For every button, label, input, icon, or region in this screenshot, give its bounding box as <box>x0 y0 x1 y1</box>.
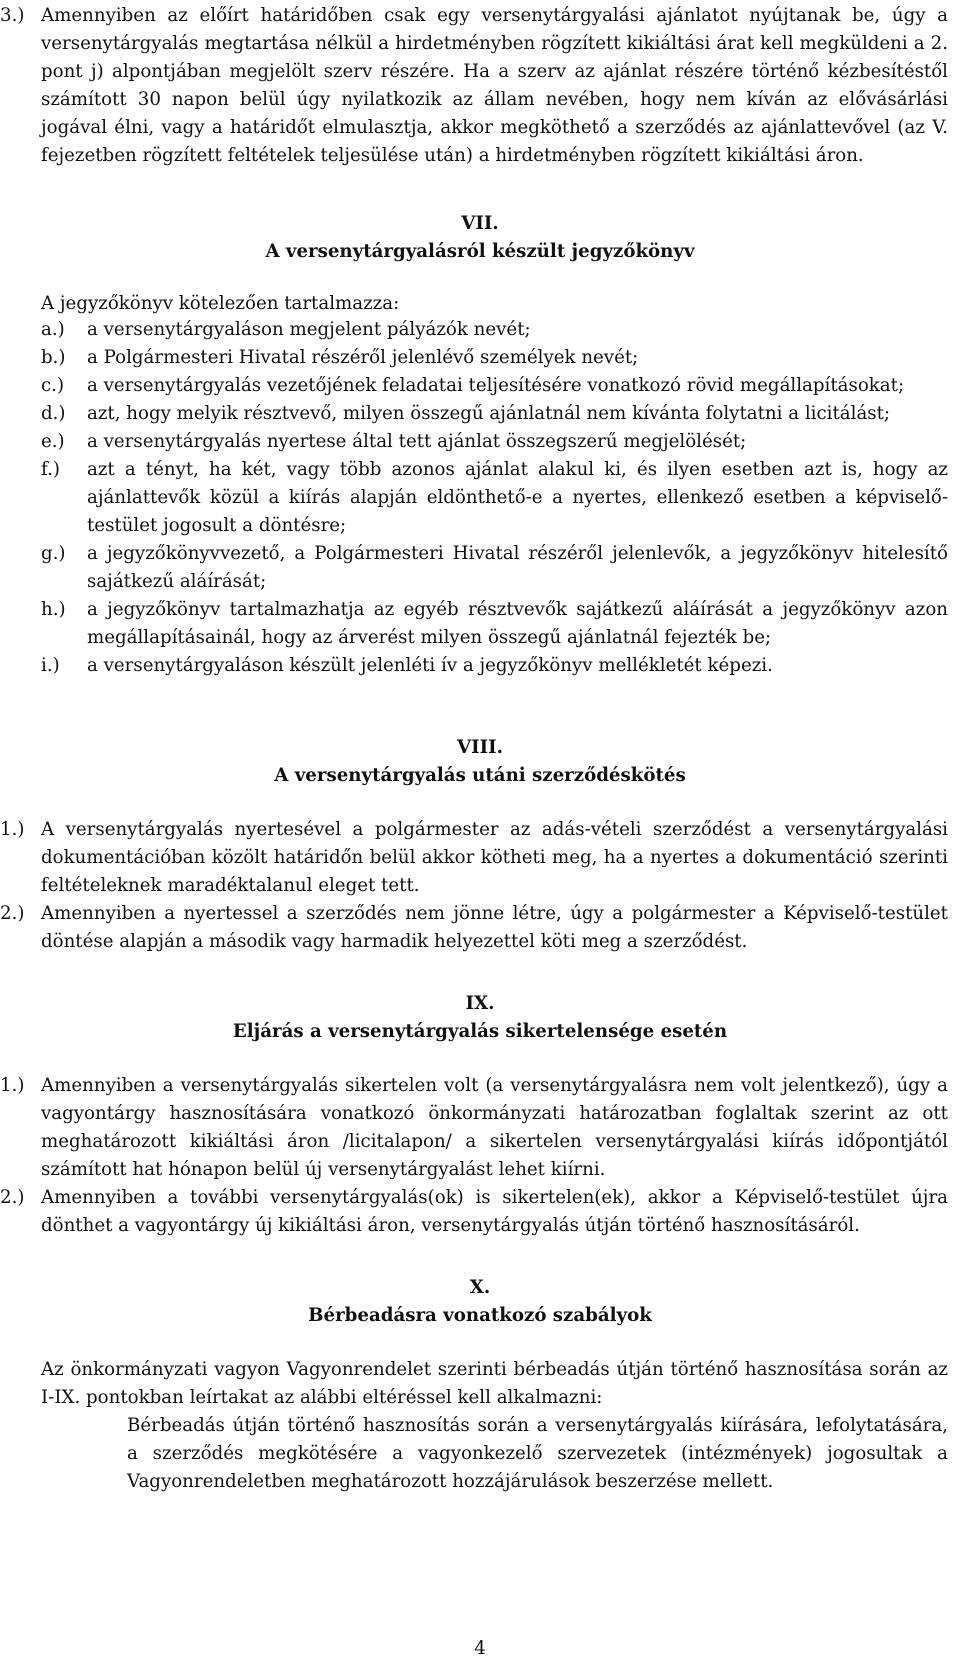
list-item <box>41 316 948 344</box>
list-item-label: i.) <box>41 655 60 676</box>
list-item-text: a versenytárgyaláson készült jelenléti ív a jegyzőkönyv mellékletét képezi. <box>87 655 773 676</box>
list-item-label: e.) <box>41 431 65 452</box>
section-9-number: IX. <box>465 993 495 1014</box>
section-7-list <box>41 316 948 680</box>
list-item-text: a jegyzőkönyvvezető, a Polgármesteri Hivatal részéről jelenlevők, a jegyzőkönyv hitelesítő sajátkezű aláírását; <box>87 543 948 592</box>
section-9-title: Eljárás a versenytárgyalás sikertelensége esetén <box>232 1021 728 1042</box>
section-8-title: A versenytárgyalás utáni szerződéskötés <box>274 765 686 786</box>
list-item <box>41 652 948 680</box>
list-item-label: g.) <box>41 543 66 564</box>
list-item-text: a versenytárgyalás vezetőjének feladatai teljesítésére vonatkozó rövid megállapításokat; <box>87 375 905 396</box>
item-number: 2.) <box>0 1187 25 1208</box>
section-8-item-1 <box>0 816 948 900</box>
list-item <box>41 456 948 540</box>
section-9-item-2 <box>0 1184 948 1240</box>
item-text: Amennyiben a további versenytárgyalás(ok) is sikertelen(ek), akkor a Képviselő-testület újra dönthet a vagyontárgy új kikiáltási áron, versenytárgyalás útján történő hasznosításáról. <box>41 1187 948 1236</box>
section-7-title: A versenytárgyalásról készült jegyzőkönyv <box>265 241 695 262</box>
list-item-label: a.) <box>41 319 65 340</box>
paragraph-text: Amennyiben az előírt határidőben csak egy versenytárgyalási ajánlatot nyújtanak be, úgy a versenytárgyalás megtartása nélkül a hirdetményben rögzített kikiáltási árat kell megküldeni a 2. pont j) alpontjában megjelölt szerv részére. Ha a szerv az ajánlat részére történő kézbesítéstől számított 30 napon belül úgy nyilatkozik az állam nevében, hogy nem kíván az elővásárlási jogával élni, vagy a határidőt elmulasztja, akkor megköthető a szerződés az ajánlattevővel (az V. fejezetben rögzített feltételek teljesülése után) a hirdetményben rögzített kikiáltási áron. <box>41 5 948 166</box>
section-10-number: X. <box>469 1277 491 1298</box>
list-item-text: azt, hogy melyik résztvevő, milyen összegű ajánlatnál nem kívánta folytatni a licitálást; <box>87 403 891 424</box>
item-number: 1.) <box>0 1075 25 1096</box>
list-item-text: a versenytárgyalás nyertese által tett ajánlat összegszerű megjelölését; <box>87 431 747 452</box>
item-number: 2.) <box>0 903 25 924</box>
list-item-label: f.) <box>41 459 60 480</box>
list-item-text: a Polgármesteri Hivatal részéről jelenlévő személyek nevét; <box>87 347 639 368</box>
list-item <box>41 372 948 400</box>
list-item <box>41 540 948 596</box>
list-item-label: d.) <box>41 403 66 424</box>
section-9-item-1 <box>0 1072 948 1184</box>
page-number: 4 <box>474 1638 486 1659</box>
list-item-label: c.) <box>41 375 65 396</box>
section-10-intro: Az önkormányzati vagyon Vagyonrendelet szerinti bérbeadás útján történő hasznosítása során az I-IX. pontokban leírtakat az alábbi eltéréssel kell alkalmazni: <box>41 1359 948 1408</box>
item-number: 1.) <box>0 819 25 840</box>
section-10-title: Bérbeadásra vonatkozó szabályok <box>308 1305 652 1326</box>
item-text: A versenytárgyalás nyertesével a polgármester az adás-vételi szerződést a versenytárgyalási dokumentációban közölt határidőn belül akkor kötheti meg, ha a nyertes a dokumentáció szerinti feltételeknek maradéktalanul eleget tett. <box>41 819 948 896</box>
list-item <box>41 596 948 652</box>
list-item <box>41 344 948 372</box>
section-8-item-2 <box>0 900 948 956</box>
section-10-indented: Bérbeadás útján történő hasznosítás során a versenytárgyalás kiírására, lefolytatására, a szerződés megkötésére a vagyonkezelő szervezetek (intézmények) jogosultak a Vagyonrendeletben meghatározott hozzájárulások beszerzése mellett. <box>127 1415 948 1492</box>
section-8-number: VIII. <box>457 737 503 758</box>
list-item-text: a versenytárgyaláson megjelent pályázók nevét; <box>87 319 531 340</box>
section-7-number: VII. <box>461 213 499 234</box>
list-item-label: b.) <box>41 347 66 368</box>
item-text: Amennyiben a versenytárgyalás sikertelen volt (a versenytárgyalásra nem volt jelentkező), úgy a vagyontárgy hasznosítására vonatkozó önkormányzati határozatban foglaltak szerint az ott meghatározott kikiáltási áron /licitalapon/ a sikertelen versenytárgyalási kiírás időpontjától számított hat hónapon belül új versenytárgyalást lehet kiírni. <box>41 1075 948 1180</box>
section-7-intro: A jegyzőkönyv kötelezően tartalmazza: <box>41 293 400 314</box>
item-text: Amennyiben a nyertessel a szerződés nem jönne létre, úgy a polgármester a Képviselő-testület döntése alapján a második vagy harmadik helyezettel köti meg a szerződést. <box>41 903 948 952</box>
paragraph-number: 3.) <box>0 5 25 26</box>
list-item <box>41 428 948 456</box>
list-item-label: h.) <box>41 599 66 620</box>
list-item-text: a jegyzőkönyv tartalmazhatja az egyéb résztvevők sajátkezű aláírását a jegyzőkönyv azon megállapításainál, hogy az árverést milyen összegű ajánlatnál fejezték be; <box>87 599 948 648</box>
paragraph-3 <box>0 2 948 170</box>
list-item <box>41 400 948 428</box>
list-item-text: azt a tényt, ha két, vagy több azonos ajánlat alakul ki, és ilyen esetben azt is, hogy az ajánlattevők közül a kiírás alapján eldönthető-e a nyertes, ellenkező esetben a képviselő-testület jogosult a döntésre; <box>87 459 948 536</box>
